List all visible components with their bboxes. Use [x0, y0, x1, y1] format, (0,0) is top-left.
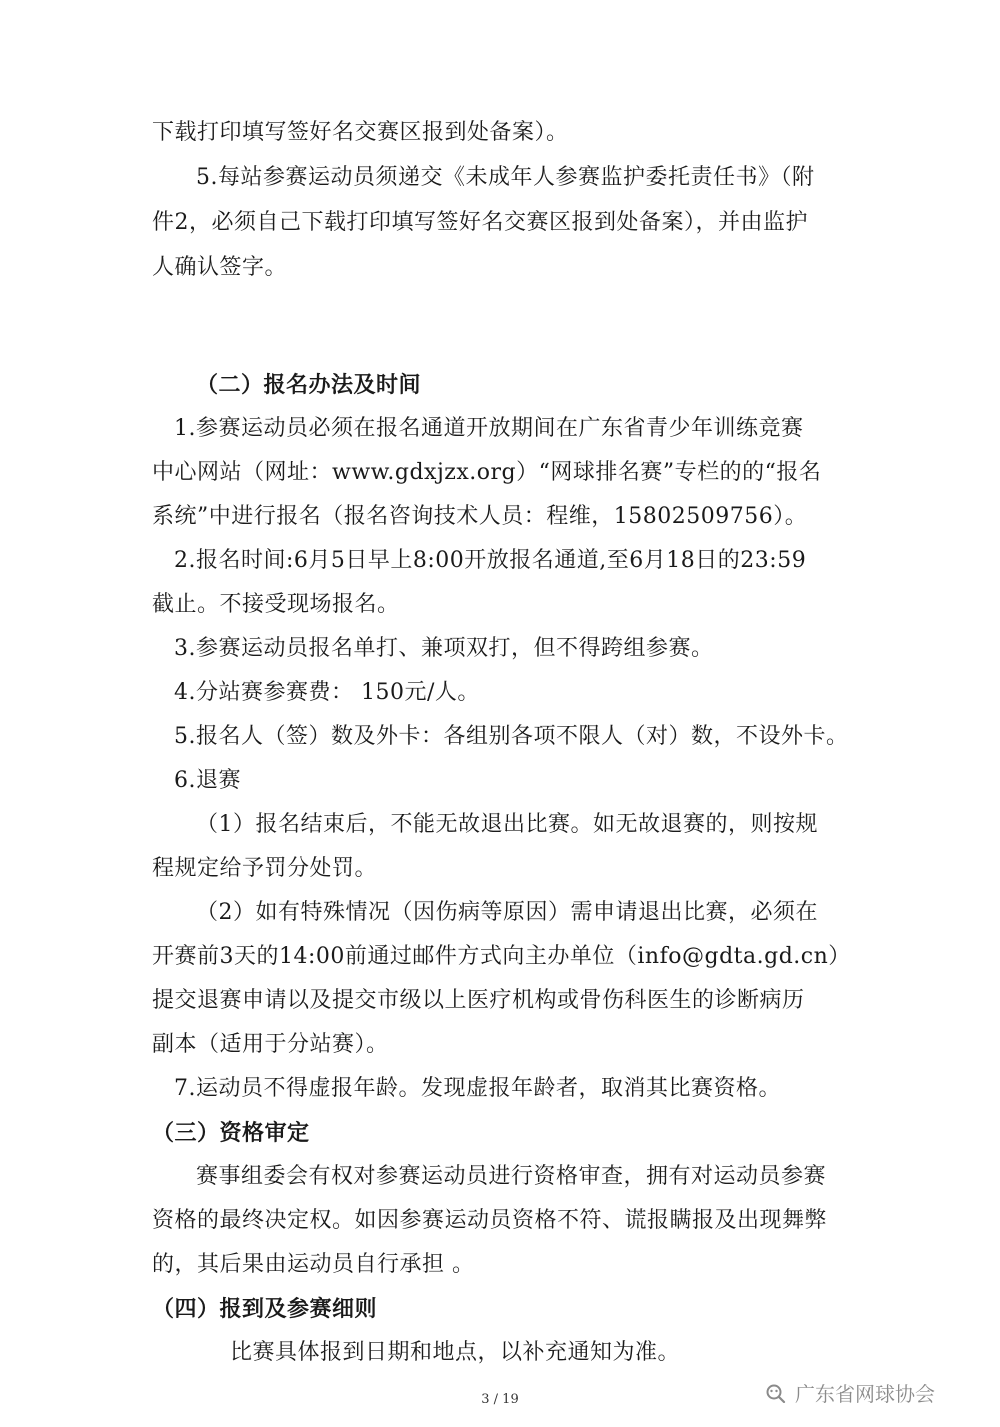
text-line: （1）报名结束后，不能无故退出比赛。如无故退赛的，则按规 — [196, 812, 818, 837]
text-line: 比赛具体报到日期和地点，以补充通知为准。 — [230, 1340, 681, 1365]
text-line: （2）如有特殊情况（因伤病等原因）需申请退出比赛，必须在 — [196, 900, 818, 925]
wechat-search-icon — [765, 1383, 787, 1403]
text-line: 赛事组委会有权对参赛运动员进行资格审查，拥有对运动员参赛 — [196, 1164, 827, 1189]
text-line: 2.报名时间:6月5日早上8:00开放报名通道,至6月18日的23:59 — [174, 548, 807, 573]
text-line: 6.退赛 — [174, 768, 241, 793]
text-line: 1.参赛运动员必须在报名通道开放期间在广东省青少年训练竞赛 — [174, 416, 804, 441]
text-line: 5.每站参赛运动员须递交《未成年人参赛监护委托责任书》（附 — [196, 165, 815, 190]
text-line: 3.参赛运动员报名单打、兼项双打，但不得跨组参赛。 — [174, 636, 714, 661]
page-number: 3 / 19 — [481, 1392, 519, 1407]
text-line: 副本（适用于分站赛）。 — [152, 1032, 389, 1057]
text-line: 系统”中进行报名（报名咨询技术人员：程维，15802509756）。 — [152, 504, 808, 529]
text-line: 5.报名人（签）数及外卡：各组别各项不限人（对）数，不设外卡。 — [174, 724, 849, 749]
text-line: 开赛前3天的14:00前通过邮件方式向主办单位（info@gdta.gd.cn） — [152, 944, 851, 969]
text-line: 提交退赛申请以及提交市级以上医疗机构或骨伤科医生的诊断病历 — [152, 988, 805, 1013]
text-line: 下载打印填写签好名交赛区报到处备案）。 — [152, 120, 569, 145]
wechat-watermark — [765, 1378, 935, 1407]
section-heading: （三）资格审定 — [152, 1120, 310, 1146]
text-line: 中心网站（网址：www.gdxjzx.org）“网球排名赛”专栏的的“报名 — [152, 460, 822, 485]
text-line: 4.分站赛参赛费： 150元/人。 — [174, 680, 480, 705]
text-line: 7.运动员不得虚报年龄。发现虚报年龄者，取消其比赛资格。 — [174, 1076, 781, 1101]
text-line: 程规定给予罚分处罚。 — [152, 856, 378, 881]
text-line: 人确认签字。 — [152, 255, 288, 280]
text-line: 截止。不接受现场报名。 — [152, 592, 400, 617]
text-line: 件2，必须自己下载打印填写签好名交赛区报到处备案），并由监护 — [152, 210, 808, 235]
section-heading: （二）报名办法及时间 — [196, 372, 422, 398]
section-heading: （四）报到及参赛细则 — [152, 1296, 378, 1322]
text-line: 资格的最终决定权。如因参赛运动员资格不符、谎报瞒报及出现舞弊 — [152, 1208, 828, 1233]
watermark-text: 广东省网球协会 — [795, 1382, 935, 1406]
text-line: 的，其后果由运动员自行承担 。 — [152, 1252, 475, 1277]
